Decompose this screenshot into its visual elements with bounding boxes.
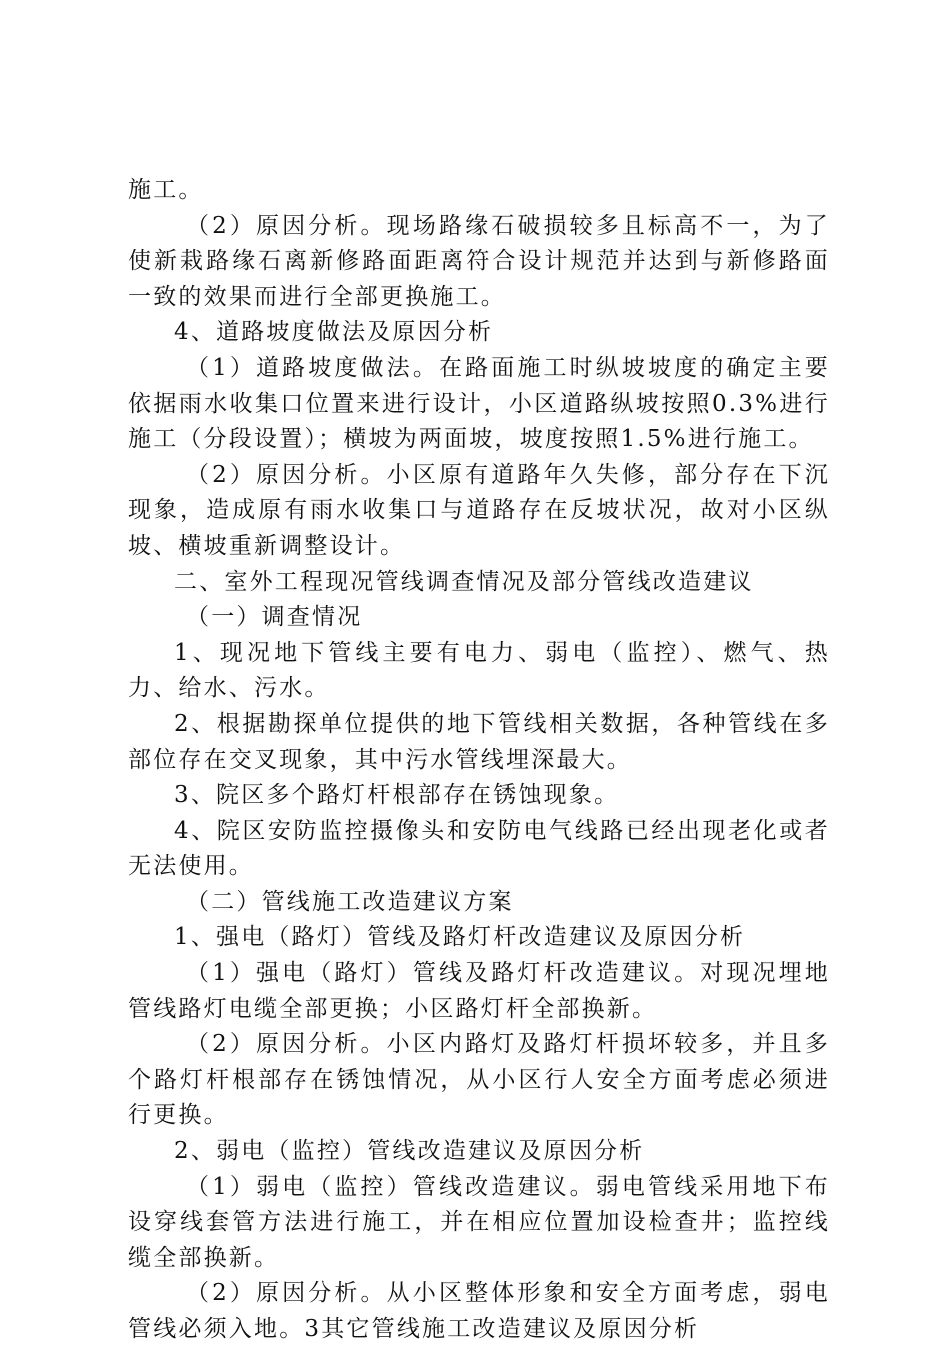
paragraph-continuation: 施工。 [128, 177, 204, 203]
section-heading-pipeline-survey: 二、室外工程现况管线调查情况及部分管线改造建议 [174, 568, 754, 595]
paragraph-weak-power-reason: （2）原因分析。从小区整体形象和安全方面考虑，弱电管线必须入地。3其它管线施工改造建议及原因分析 [128, 1280, 830, 1342]
survey-item-3: 3、院区多个路灯杆根部存在锈蚀现象。 [174, 782, 620, 809]
paragraph-strong-power-reason: （2）原因分析。小区内路灯及路灯杆损坏较多，并且多个路灯杆根部存在锈蚀情况，从小区行人安全方面考虑必须进行更换。 [128, 1031, 830, 1129]
survey-item-2: 2、根据勘探单位提供的地下管线相关数据，各种管线在多部位存在交叉现象，其中污水管线埋深最大。 [128, 710, 830, 773]
paragraph-weak-power-suggestion: （1）弱电（监控）管线改造建议。弱电管线采用地下布设穿线套管方法进行施工，并在相应位置加设检查井；监控线缆全部换新。 [128, 1173, 830, 1271]
subsection-heading-renovation-plan: （二）管线施工改造建议方案 [186, 888, 514, 915]
paragraph-curb-reason: （2）原因分析。现场路缘石破损较多且标高不一，为了使新栽路缘石离新修路面距离符合设计规范并达到与新修路面一致的效果而进行全部更换施工。 [128, 212, 830, 310]
document-body [128, 173, 830, 1348]
paragraph-strong-power-suggestion: （1）强电（路灯）管线及路灯杆改造建议。对现况埋地管线路灯电缆全部更换；小区路灯杆全部换新。 [128, 960, 830, 1022]
section-heading-road-slope: 4、道路坡度做法及原因分析 [174, 319, 494, 346]
survey-item-1: 1、现况地下管线主要有电力、弱电（监控）、燃气、热力、给水、污水。 [128, 639, 830, 702]
survey-item-4: 4、院区安防监控摄像头和安防电气线路已经出现老化或者无法使用。 [128, 817, 830, 880]
paragraph-slope-method: （1）道路坡度做法。在路面施工时纵坡坡度的确定主要依据雨水收集口位置来进行设计，小区道路纵坡按照0.3%进行施工（分段设置）；横坡为两面坡，坡度按照1.5%进行施工。 [128, 354, 830, 453]
paragraph-slope-reason: （2）原因分析。小区原有道路年久失修，部分存在下沉现象，造成原有雨水收集口与道路存在反坡状况，故对小区纵坡、横坡重新调整设计。 [128, 461, 830, 559]
subsection-heading-survey: （一）调查情况 [186, 604, 363, 631]
plan-heading-strong-power: 1、强电（路灯）管线及路灯杆改造建议及原因分析 [174, 924, 746, 951]
plan-heading-weak-power: 2、弱电（监控）管线改造建议及原因分析 [174, 1138, 645, 1165]
